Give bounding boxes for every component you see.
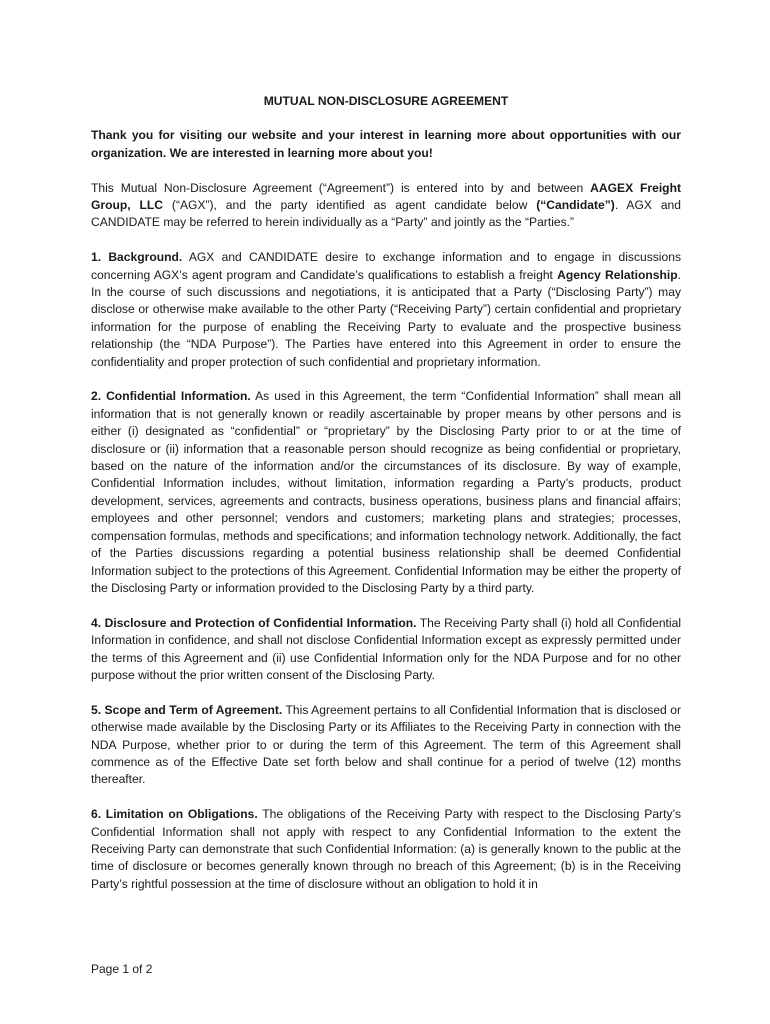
- section-heading: 6. Limitation on Obligations.: [91, 807, 258, 822]
- section-disclosure-protection: [91, 615, 681, 685]
- company-name: AAGEX Freight Group, LLC: [91, 180, 681, 213]
- candidate-term: (“Candidate”): [536, 198, 615, 213]
- section-text: . In the course of such discussions and negotiations, it is anticipated that a Party (“Disclosing Party”) may disclose or otherwise make available to the other Party (“Receiving Party”) certain confidential and proprietary information for the purpose of enabling the Receiving Party to evaluate and the prospective business relationship (the “NDA Purpose”). The Parties have entered into this Agreement in order to ensure the confidentiality and proper protection of such confidential and proprietary information.: [91, 267, 681, 369]
- section-text: This Agreement pertains to all Confidential Information that is disclosed or otherwise made available by the Disclosing Party or its Affiliates to the Receiving Party in connection with the NDA Purpose, whether prior to or during the term of this Agreement. The term of this Agreement shall commence as of the Effective Date set forth below and shall continue for a period of twelve (12) months thereafter.: [91, 702, 681, 787]
- preamble-text: (“AGX”), and the party identified as agent candidate below: [163, 198, 537, 213]
- page-number: Page 1 of 2: [91, 962, 153, 976]
- section-text: The obligations of the Receiving Party with respect to the Disclosing Party’s Confidential Information shall not apply with respect to any Confidential Information to the extent the Receiving Party can demonstrate that such Confidential Information: (a) is generally known to the public at the time of disclosure or becomes generally known through no breach of this Agreement; (b) is in the Receiving Party’s rightful possession at the time of disclosure without an obligation to hold it in: [91, 807, 682, 891]
- agency-relationship-term: Agency Relationship: [557, 267, 678, 282]
- section-heading: 4. Disclosure and Protection of Confidential Information.: [91, 615, 417, 630]
- section-text: AGX and CANDIDATE desire to exchange information and to engage in discussions concerning AGX’s agent program and Candidate’s qualifications to establish a freight: [91, 250, 681, 282]
- preamble-text: . AGX and CANDIDATE may be referred to herein individually as a “Party” and jointly as the “Parties.”: [91, 198, 681, 230]
- section-text: The Receiving Party shall (i) hold all Confidential Information in confidence, and shall not disclose Confidential Information except as expressly permitted under the terms of this Agreement and (ii) use Confidential Information only for the NDA Purpose and for no other purpose without the prior written consent of the Disclosing Party.: [91, 615, 682, 682]
- document-title: MUTUAL NON-DISCLOSURE AGREEMENT: [263, 94, 509, 108]
- section-heading: 1. Background.: [91, 250, 183, 265]
- section-heading: 5. Scope and Term of Agreement.: [91, 702, 283, 717]
- intro-paragraph: Thank you for visiting our website and your interest in learning more about opportunities with our organization. We are interested in learning more about you!: [91, 128, 681, 160]
- document-page: [91, 93, 681, 911]
- section-limitation: [91, 806, 681, 893]
- section-text: As used in this Agreement, the term “Confidential Information” shall mean all information that is not generally known or readily ascertainable by proper means by other persons and is either (i) designated as “confidential” or “proprietary” by the Disclosing Party prior to or at the time of disclosure or (ii) information that a reasonable person should recognize as being confidential or proprietary, based on the nature of the information and/or the circumstances of its disclosure. By way of example, Confidential Information includes, without limitation, information regarding a Party’s products, product development, services, agreements and contracts, business operations, business plans and financial affairs; employees and other personnel; vendors and customers; marketing plans and strategies; processes, compensation formulas, methods and specifications; and information technology network. Additionally, the fact of the Parties discussions regarding a potential business relationship shall be deemed Confidential Information subject to the protections of this Agreement. Confidential Information may be either the property of the Disclosing Party or information provided to the Disclosing Party by a third party.: [91, 389, 681, 595]
- section-confidential-information: [91, 388, 681, 597]
- preamble-paragraph: [91, 180, 681, 232]
- section-heading: 2. Confidential Information.: [91, 389, 251, 404]
- section-background: [91, 249, 681, 371]
- section-scope-term: [91, 702, 681, 789]
- preamble-text: This Mutual Non-Disclosure Agreement (“Agreement”) is entered into by and between: [91, 180, 591, 195]
